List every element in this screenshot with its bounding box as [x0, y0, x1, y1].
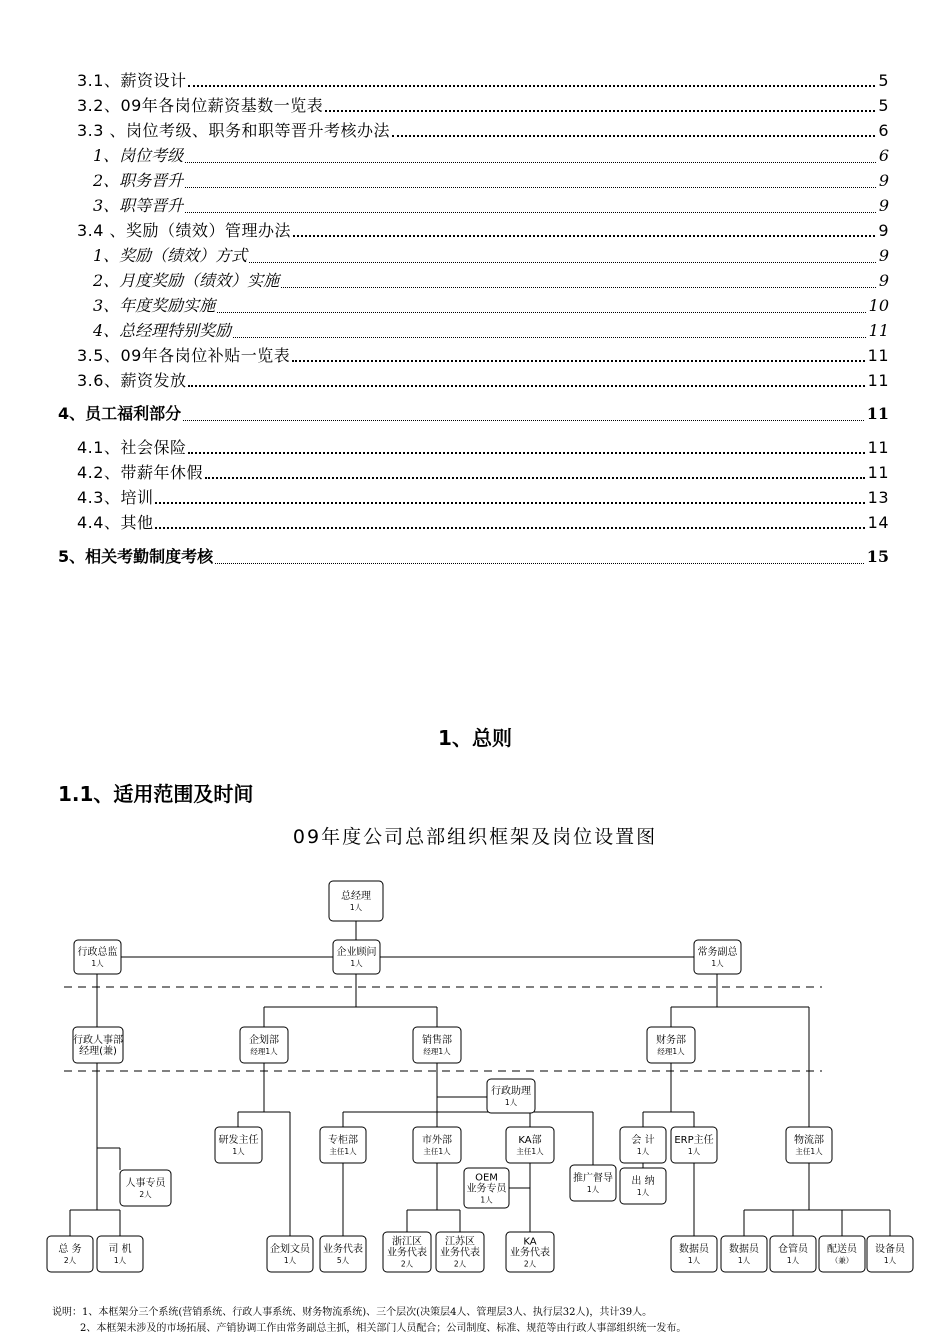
org-node-label: 业务代表: [323, 1244, 363, 1255]
org-node-rd: [215, 1127, 262, 1163]
org-node-label: 江苏区: [445, 1236, 475, 1248]
toc-entry-page: 11: [867, 463, 889, 482]
toc-entry-title: 3、职等晋升: [93, 196, 184, 215]
toc-entry-page: 11: [867, 438, 889, 457]
org-node-headcount: 2人: [63, 1256, 77, 1265]
org-node-zj: [383, 1232, 431, 1272]
org-node-ka: [506, 1127, 554, 1163]
org-node-label: 总 务: [58, 1244, 82, 1255]
toc-entry-page: 9: [878, 246, 889, 265]
org-node-label: 经理(兼): [79, 1046, 117, 1057]
org-node-hr-spec: [120, 1170, 171, 1206]
org-node-label: 常务副总: [697, 947, 738, 958]
toc-entry-title: 3.3 、岗位考级、职务和职等晋升考核办法: [77, 121, 391, 140]
org-node-headcount: 5人: [336, 1256, 350, 1265]
org-node-headcount: 经理1人: [250, 1047, 278, 1056]
toc-entry-page: 14: [867, 513, 889, 532]
org-node-headcount: 1人: [636, 1147, 650, 1156]
toc-entry-title: 5、相关考勤制度考核: [58, 547, 214, 566]
org-node-label: 专柜部: [328, 1135, 358, 1146]
org-node-label: 会 计: [631, 1135, 655, 1146]
org-node-label: 销售部: [422, 1035, 452, 1046]
org-node-label: 业务代表: [510, 1247, 550, 1259]
org-node-label: 企划文员: [270, 1244, 310, 1255]
org-node-label: 业务代表: [440, 1247, 480, 1259]
org-node-label: 司 机: [108, 1244, 132, 1255]
org-node-equip: [867, 1236, 913, 1272]
org-node-headcount: 1人: [786, 1256, 800, 1265]
org-node-headcount: 主任1人: [516, 1147, 544, 1156]
org-node-label: 仓管员: [778, 1244, 808, 1255]
org-node-headcount: 1人: [737, 1256, 751, 1265]
toc-entry-page: 9: [878, 171, 889, 190]
org-node-label: 总经理: [341, 891, 371, 902]
org-node-label: 浙江区: [392, 1236, 422, 1248]
toc-entry-title: 2、月度奖励（绩效）实施: [93, 271, 280, 290]
toc-entry-page: 11: [867, 371, 889, 390]
org-node-headcount: 1人: [636, 1188, 650, 1197]
toc-entry-title: 3、年度奖励实施: [93, 296, 216, 315]
org-node-label: 人事专员: [125, 1178, 166, 1189]
org-node-headcount: 主任1人: [795, 1147, 823, 1156]
toc-entry-title: 3.5、09年各岗位补贴一览表: [77, 346, 291, 365]
org-node-label: 配送员: [827, 1244, 857, 1255]
toc-entry-title: 3.4 、奖励（绩效）管理办法: [77, 221, 292, 240]
org-node-gm: [329, 881, 383, 921]
org-node-label: 企业顾问: [336, 947, 377, 958]
org-node-headcount: 经理1人: [657, 1047, 685, 1056]
toc-entry-title: 1、岗位考级: [93, 146, 184, 165]
org-node-admin-dir: [74, 940, 121, 974]
org-node-label: 行政助理: [491, 1086, 531, 1097]
org-node-headcount: 2人: [523, 1259, 537, 1269]
toc-entry-page: 15: [866, 547, 889, 566]
org-node-headcount: 主任1人: [329, 1147, 357, 1156]
toc-entry-page: 5: [878, 96, 889, 115]
toc-entry-title: 4.4、其他: [77, 513, 154, 532]
toc-entry-title: 3.6、薪资发放: [77, 371, 187, 390]
chart-note-1: 说明：1、本框架分三个系统(营销系统、行政人事系统、财务物流系统)、三个层次(决策层4人、管理层3人、执行层32人)，共计39人。: [52, 1307, 653, 1318]
org-chart-title: 09年度公司总部组织框架及岗位设置图: [292, 826, 658, 848]
org-node-label: 行政人事部: [73, 1035, 123, 1046]
org-node-headcount: 1人: [687, 1256, 701, 1265]
org-node-logistics: [786, 1127, 832, 1163]
org-node-fin: [647, 1027, 695, 1063]
org-node-label: 推广督导: [573, 1173, 613, 1184]
toc-entry-page: 11: [868, 321, 889, 340]
org-node-headcount: 2人: [400, 1259, 414, 1269]
org-node-label: KA: [523, 1236, 537, 1248]
org-node-headcount: （兼）: [830, 1256, 854, 1265]
org-node-headcount: 1人: [232, 1147, 245, 1156]
org-node-erp: [671, 1127, 717, 1163]
org-node-advisor: [333, 940, 380, 974]
org-node-headcount: 1人: [711, 959, 724, 968]
org-node-counter: [320, 1127, 366, 1163]
org-node-label: 出 纳: [631, 1176, 655, 1187]
org-node-promo: [570, 1165, 616, 1201]
subsection-title: 1.1、适用范围及时间: [58, 782, 254, 806]
org-node-exec-vp: [694, 940, 741, 974]
org-node-karep: [506, 1232, 554, 1272]
toc-entry-page: 9: [878, 196, 889, 215]
org-node-plan: [240, 1027, 288, 1063]
org-node-headcount: 1人: [480, 1195, 493, 1205]
org-node-sales: [413, 1027, 461, 1063]
org-node-admin-asst: [487, 1079, 535, 1113]
toc-entry-title: 4.3、培训: [77, 488, 154, 507]
org-node-oem: [464, 1168, 509, 1208]
org-node-driver: [97, 1236, 143, 1272]
org-node-label: 业务专员: [466, 1183, 507, 1195]
org-node-cashier: [620, 1168, 666, 1204]
org-node-label: 数据员: [729, 1244, 759, 1255]
toc-entry-page: 13: [867, 488, 889, 507]
org-node-headcount: 1人: [586, 1185, 600, 1194]
org-node-label: 设备员: [875, 1244, 905, 1255]
org-node-wh: [770, 1236, 816, 1272]
toc-entry-title: 2、职务晋升: [93, 171, 184, 190]
toc-entry-title: 4、总经理特别奖励: [93, 321, 232, 340]
org-node-label: 物流部: [794, 1135, 824, 1146]
org-node-headcount: 1人: [504, 1098, 518, 1107]
org-node-label: OEM: [475, 1172, 498, 1184]
org-node-rep: [320, 1236, 366, 1272]
org-node-headcount: 2人: [453, 1259, 467, 1269]
org-node-headcount: 主任1人: [423, 1147, 451, 1156]
org-node-label: 市外部: [422, 1135, 452, 1146]
org-node-label: 行政总监: [77, 947, 118, 958]
org-node-headcount: 1人: [113, 1256, 127, 1265]
org-node-headcount: 1人: [350, 959, 363, 968]
org-node-general: [47, 1236, 93, 1272]
toc-entry-page: 6: [878, 146, 889, 165]
toc-entry-title: 4、员工福利部分: [58, 404, 182, 423]
toc-entry-page: 11: [867, 346, 889, 365]
org-node-headcount: 1人: [349, 903, 363, 912]
chart-note-2: 2、本框架未涉及的市场拓展、产销协调工作由常务副总主抓，相关部门人员配合；公司制度、标准、规范等由行政人事部组织统一发布。: [80, 1323, 687, 1334]
org-node-dist: [819, 1236, 865, 1272]
org-node-headcount: 1人: [687, 1147, 701, 1156]
org-node-label: 业务代表: [387, 1247, 427, 1259]
org-node-headcount: 经理1人: [423, 1047, 451, 1056]
toc-entry-title: 3.1、薪资设计: [77, 71, 187, 90]
org-node-headcount: 1人: [883, 1256, 897, 1265]
org-node-headcount: 1人: [91, 959, 104, 968]
org-node-label: KA部: [518, 1135, 542, 1146]
org-node-label: 企划部: [249, 1035, 279, 1046]
org-node-data1: [671, 1236, 717, 1272]
toc-entry-page: 10: [868, 296, 889, 315]
toc-entry-page: 9: [878, 221, 889, 240]
org-node-outside: [413, 1127, 461, 1163]
org-node-acct: [620, 1127, 666, 1163]
toc-entry-page: 9: [878, 271, 889, 290]
org-node-label: 研发主任: [218, 1135, 259, 1146]
org-node-js: [436, 1232, 484, 1272]
org-node-planner: [267, 1236, 313, 1272]
org-node-data2: [721, 1236, 767, 1272]
org-node-headcount: 2人: [139, 1190, 152, 1199]
org-node-label: 财务部: [656, 1035, 686, 1046]
toc-entry-title: 3.2、09年各岗位薪资基数一览表: [77, 96, 324, 115]
toc-entry-page: 11: [866, 404, 889, 423]
org-node-headcount: 1人: [283, 1256, 297, 1265]
section-title: 1、总则: [438, 726, 512, 750]
toc-entry-page: 6: [878, 121, 889, 140]
org-node-label: ERP主任: [674, 1135, 714, 1146]
toc-entry-title: 1、奖励（绩效）方式: [93, 246, 248, 265]
toc-entry-title: 4.2、带薪年休假: [77, 463, 203, 482]
org-node-hr-mgr: [73, 1027, 123, 1063]
toc-entry-page: 5: [878, 71, 889, 90]
toc-entry-title: 4.1、社会保险: [77, 438, 187, 457]
org-node-label: 数据员: [679, 1244, 709, 1255]
